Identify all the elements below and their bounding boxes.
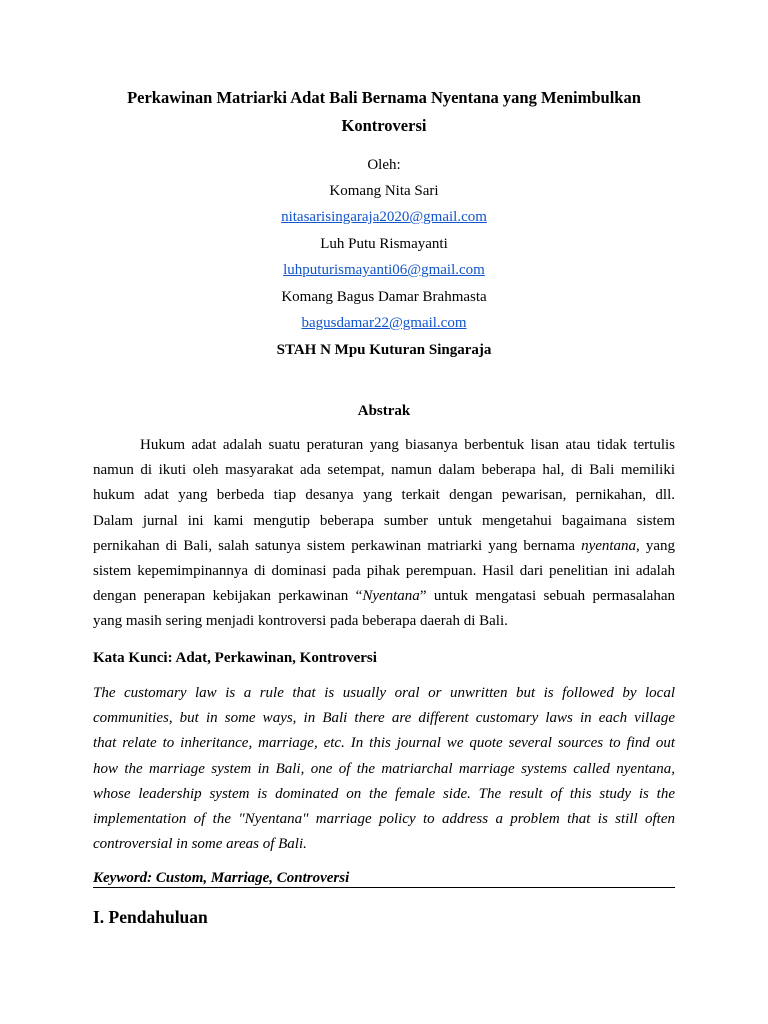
abstract-line: yang masih sering menjadi kontroversi pada beberapa daerah di Bali. [93,613,508,630]
abstract-line-text: pernikahan di Bali, salah satunya sistem perkawinan matriarki yang bernama [93,537,582,554]
abstract-line-mixed [93,534,675,559]
english-abstract-body [93,681,675,857]
author-email-row-2 [93,260,675,280]
abstract-heading: Abstrak [357,403,411,419]
abstract-keywords: Kata Kunci: Adat, Perkawinan, Kontroversi [93,650,377,666]
english-abstract-line: implementation of the "Nyentana" marriage policy to address a problem that is still often [93,810,675,827]
author-email-link-1[interactable]: nitasarisingaraja2020@gmail.com [281,209,487,225]
paper-title [93,84,675,140]
author-email-link-3[interactable]: bagusdamar22@gmail.com [301,315,467,331]
english-abstract-line: communities, but in some ways, in Bali there are different customary laws in each village [93,710,675,727]
abstract-line: sistem kepemimpinannya di dominasi pada pihak perempuan. Hasil dari penelitian ini adalah [93,562,675,579]
byline-oleh: Oleh: [367,157,401,173]
abstract-line-text: dengan penerapan kebijakan perkawinan “ [93,588,363,605]
abstract-line: Dalam jurnal ini kami mengutip beberapa sumber untuk mengetahui bagaimana sistem [93,512,675,529]
english-abstract-line: how the marriage system in Bali, one of the matriarchal marriage systems called nyentana, [93,760,675,777]
abstract-italic-term: Nyentana [362,588,420,605]
abstract-line-tail: ” untuk mengatasi sebuah permasalahan [419,588,675,605]
english-abstract-line: whose leadership system is dominated on the female side. The result of this study is the [93,785,675,802]
author-email-row-3 [93,313,675,333]
institution: STAH N Mpu Kuturan Singaraja [276,342,492,358]
english-abstract-line: The customary law is a rule that is usually oral or unwritten but is followed by local [93,685,675,701]
author-email-link-2[interactable]: luhputurismayanti06@gmail.com [283,262,485,278]
title-line-1: Perkawinan Matriarki Adat Bali Bernama Nyentana yang Menimbulkan [127,88,641,107]
divider-rule [93,887,675,888]
author-name-2: Luh Putu Rismayanti [320,236,448,252]
english-keywords: Keyword: Custom, Marriage, Controversi [93,870,350,886]
english-abstract-line: that relate to inheritance, marriage, etc. In this journal we quote several sources to find out [93,735,675,752]
abstract-italic-term: nyentana, [581,537,640,554]
author-name-1: Komang Nita Sari [329,183,439,199]
abstract-body [93,433,675,635]
abstract-line: namun di ikuti oleh masyarakat ada setempat, namun dalam beberapa hal, di Bali memiliki [93,462,675,479]
abstract-line: Hukum adat adalah suatu peraturan yang biasanya berbentuk lisan atau tidak tertulis [140,437,675,453]
abstract-line-mixed [93,584,675,609]
english-abstract-line: controversial in some areas of Bali. [93,836,307,853]
section-heading: I. Pendahuluan [93,907,208,927]
author-email-row-1 [93,207,675,227]
title-line-2: Kontroversi [341,116,427,135]
abstract-line-tail: yang [639,537,675,554]
author-name-3: Komang Bagus Damar Brahmasta [281,289,487,305]
abstract-line: hukum adat yang berbeda tiap desanya yang terkait dengan pewarisan, pernikahan, dll. [93,487,675,504]
